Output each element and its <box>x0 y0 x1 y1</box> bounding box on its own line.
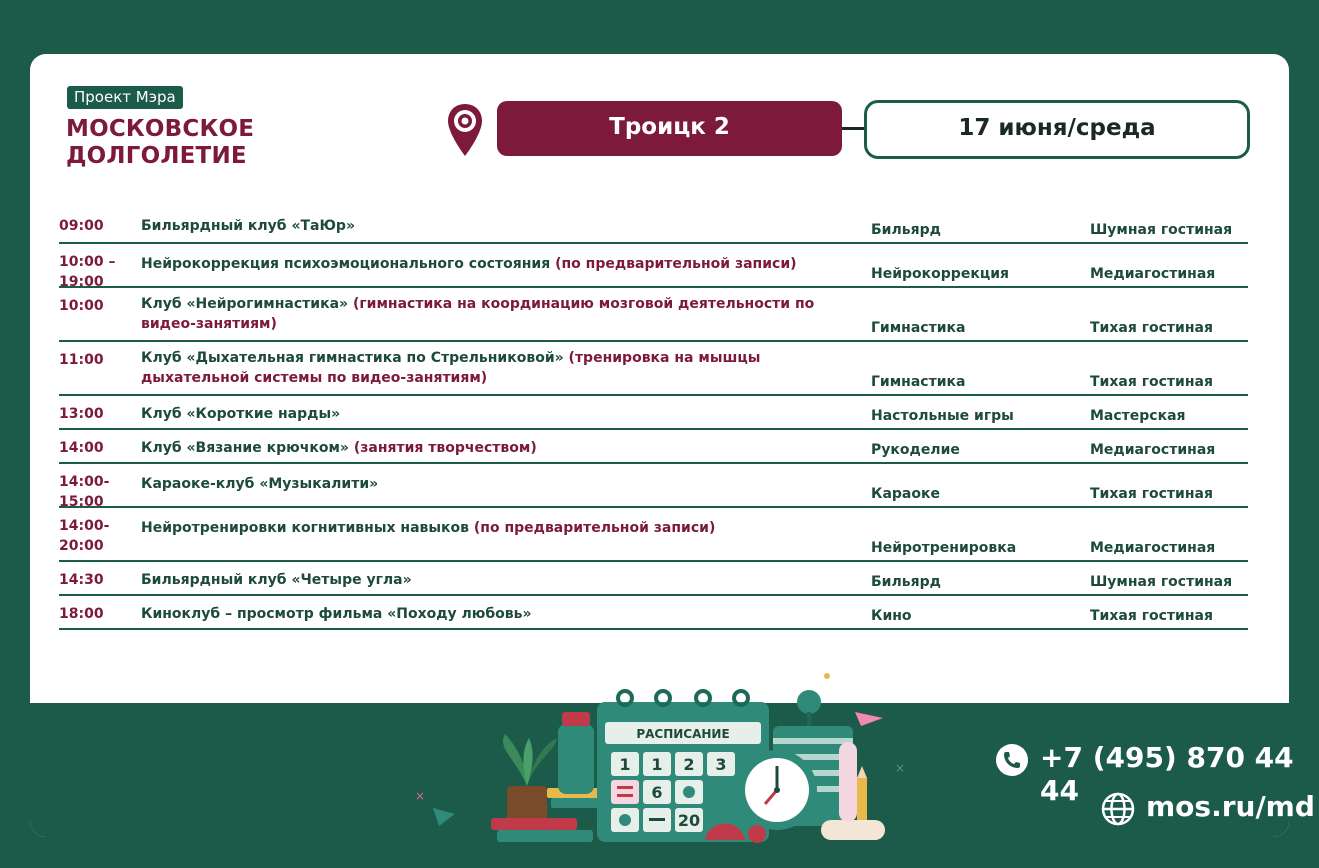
event-note: (занятия творчеством) <box>353 440 537 456</box>
calendar-number: 20 <box>677 811 701 830</box>
calendar-number: 1 <box>651 755 663 774</box>
project-badge: Проект Мэра <box>67 86 183 109</box>
logo-line-1: МОСКОВСКОЕ <box>66 116 255 142</box>
event-title-wrapper <box>141 348 831 388</box>
event-title-wrapper <box>141 254 831 274</box>
event-time: 11:00 <box>59 352 104 368</box>
event-time: 14:00 <box>59 440 104 456</box>
event-time: 13:00 <box>59 406 104 422</box>
event-note: (по предварительной записи) <box>473 520 716 536</box>
event-time: 09:00 <box>59 218 104 234</box>
event-time: 14:00- 20:00 <box>59 518 110 554</box>
event-place: Шумная гостиная <box>1090 222 1233 238</box>
globe-icon <box>1100 791 1136 827</box>
event-title: Клуб «Дыхательная гимнастика по Стрельниковой» <box>141 350 564 366</box>
schedule-row <box>59 288 1248 342</box>
event-title: Нейротренировки когнитивных навыков <box>141 520 470 536</box>
logo-title <box>66 116 254 170</box>
event-title: Клуб «Нейрогимнастика» <box>141 296 349 312</box>
event-title: Клуб «Вязание крючком» <box>141 440 349 456</box>
schedule-row <box>59 508 1248 562</box>
event-category: Бильярд <box>871 222 941 238</box>
event-category: Бильярд <box>871 574 941 590</box>
event-category: Кино <box>871 608 912 624</box>
event-title: Бильярдный клуб «ТаЮр» <box>141 218 355 234</box>
event-time: 14:30 <box>59 572 104 588</box>
event-time: 14:00- 15:00 <box>59 474 110 510</box>
event-place: Тихая гостиная <box>1090 608 1213 624</box>
event-category: Караоке <box>871 486 940 502</box>
event-title: Киноклуб – просмотр фильма «Походу любовь» <box>141 606 532 622</box>
schedule-row <box>59 562 1248 596</box>
calendar-banner: РАСПИСАНИЕ <box>636 727 730 741</box>
event-title-wrapper <box>141 438 831 458</box>
event-title-wrapper <box>141 404 831 424</box>
schedule-row <box>59 596 1248 630</box>
event-time: 10:00 <box>59 298 104 314</box>
event-title: Нейрокоррекция психоэмоционального состояния <box>141 256 551 272</box>
event-note: (гимнастика на координацию мозговой деятельности по видео-занятиям) <box>141 296 815 332</box>
event-title: Караоке-клуб «Музыкалити» <box>141 476 379 492</box>
event-place: Медиагостиная <box>1090 442 1216 458</box>
event-note: (тренировка на мышцы дыхательной системы по видео-занятиям) <box>141 350 761 386</box>
plant-pot <box>507 786 547 822</box>
svg-text:×: × <box>415 789 426 803</box>
logo-line-2: ДОЛГОЛЕТИЕ <box>66 143 247 169</box>
date-label: 17 июня/среда <box>864 100 1250 159</box>
location-label: Троицк 2 <box>497 101 842 156</box>
schedule-illustration <box>405 668 905 848</box>
event-category: Нейрокоррекция <box>871 266 1009 282</box>
event-title-wrapper <box>141 604 831 624</box>
schedule-row <box>59 208 1248 244</box>
calendar-number: 3 <box>715 755 727 774</box>
event-title-wrapper <box>141 474 831 494</box>
event-category: Рукоделие <box>871 442 960 458</box>
svg-text:×: × <box>895 761 905 775</box>
event-place: Мастерская <box>1090 408 1186 424</box>
schedule-row <box>59 396 1248 430</box>
connector-line <box>842 127 865 130</box>
event-note: (по предварительной записи) <box>555 256 797 272</box>
event-place: Тихая гостиная <box>1090 486 1213 502</box>
event-title-wrapper <box>141 216 831 236</box>
calendar-number: 6 <box>651 783 663 802</box>
calendar-number: 1 <box>619 755 631 774</box>
schedule-row <box>59 244 1248 288</box>
event-title: Бильярдный клуб «Четыре угла» <box>141 572 412 588</box>
event-place: Тихая гостиная <box>1090 320 1213 336</box>
event-category: Настольные игры <box>871 408 1014 424</box>
event-place: Тихая гостиная <box>1090 374 1213 390</box>
event-category: Гимнастика <box>871 374 966 390</box>
event-place: Медиагостиная <box>1090 540 1216 556</box>
schedule-row <box>59 342 1248 396</box>
event-time: 18:00 <box>59 606 104 622</box>
bottle <box>558 724 594 794</box>
schedule-table <box>59 208 1248 630</box>
phone-icon <box>995 743 1029 777</box>
schedule-row <box>59 430 1248 464</box>
website-link[interactable]: mos.ru/md <box>1146 790 1315 823</box>
event-title: Клуб «Короткие нарды» <box>141 406 341 422</box>
event-title-wrapper <box>141 570 831 590</box>
event-place: Шумная гостиная <box>1090 574 1233 590</box>
phone-number[interactable]: +7 (495) 870 44 44 <box>1040 741 1294 807</box>
schedule-row <box>59 464 1248 508</box>
location-pin-icon <box>446 102 484 158</box>
event-category: Гимнастика <box>871 320 966 336</box>
calendar-number: 2 <box>683 755 695 774</box>
event-title-wrapper <box>141 518 831 538</box>
event-category: Нейротренировка <box>871 540 1017 556</box>
event-time: 10:00 – 19:00 <box>59 254 116 290</box>
event-place: Медиагостиная <box>1090 266 1216 282</box>
event-title-wrapper <box>141 294 831 334</box>
